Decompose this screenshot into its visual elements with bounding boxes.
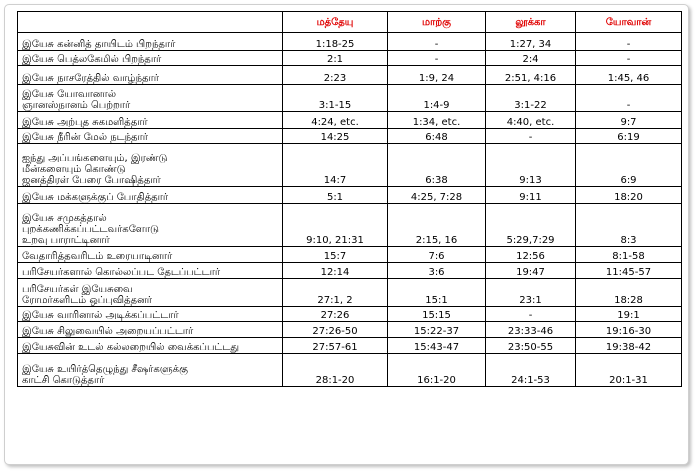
event-text-line: இயேசு கன்னித் தாயிடம் பிறந்தார்: [22, 39, 176, 50]
event-cell: [18, 322, 283, 338]
luke-ref: 12:56: [486, 247, 576, 263]
event-column-header: [18, 12, 283, 33]
table-row: [18, 263, 682, 279]
mark-ref: 3:6: [388, 263, 486, 279]
header-row: [18, 12, 682, 33]
luke-ref: 1:27, 34: [486, 33, 576, 51]
event-text-line: புறக்கணிக்கப்பட்டவர்களோடு: [22, 224, 159, 235]
luke-ref: 9:11: [486, 187, 576, 204]
mark-ref: 1:34, etc.: [388, 112, 486, 129]
john-ref: 9:7: [576, 112, 682, 129]
table-row: [18, 66, 682, 85]
event-text-line: பரிசேயர்கள் இயேசுவை: [22, 284, 133, 295]
event-text-line: இயேசு அற்புத சுகமளித்தார்: [22, 117, 148, 128]
event-text-line: இயேசு உயிர்த்தெழுந்து சீஷர்களுக்கு: [22, 364, 188, 375]
luke-ref: 2:51, 4:16: [486, 66, 576, 85]
event-text-line: இயேசு வாரினால் அடிக்கப்பட்டார்: [22, 310, 179, 321]
table-row: [18, 85, 682, 112]
event-text-line: இயேசு சிலுவையில் அறையப்பட்டார்: [22, 326, 194, 337]
table-row: [18, 354, 682, 387]
luke-ref: 23:33-46: [486, 322, 576, 338]
luke-ref: 23:50-55: [486, 338, 576, 354]
event-text-line: ஜனத்திரள் பேரை போஷித்தார்: [22, 175, 161, 186]
matthew-ref: 4:24, etc.: [283, 112, 388, 129]
matthew-ref: 27:1, 2: [283, 279, 388, 307]
mark-ref: 6:38: [388, 144, 486, 187]
matthew-column-header: மத்தேயு: [283, 12, 388, 33]
john-ref: 19:16-30: [576, 322, 682, 338]
event-text-line: காட்சி கொடுத்தார்: [22, 375, 105, 386]
john-ref: 19:1: [576, 307, 682, 322]
mark-ref: 4:25, 7:28: [388, 187, 486, 204]
table-row: [18, 187, 682, 204]
mark-ref: -: [388, 33, 486, 51]
matthew-ref: 2:1: [283, 51, 388, 66]
luke-ref: 9:13: [486, 144, 576, 187]
event-cell: [18, 33, 283, 51]
luke-ref: 19:47: [486, 263, 576, 279]
luke-ref: 24:1-53: [486, 354, 576, 387]
event-text-line: இயேசு யோவானால்: [22, 89, 117, 100]
event-text-line: இயேசு நீரின் மேல் நடந்தார்: [22, 132, 148, 143]
gospel-comparison-table: [17, 11, 682, 387]
table-row: [18, 51, 682, 66]
mark-ref: 1:9, 24: [388, 66, 486, 85]
event-text-line: இயேசு நாசரேத்தில் வாழ்ந்தார்: [22, 73, 159, 84]
matthew-ref: 12:14: [283, 263, 388, 279]
table-row: [18, 338, 682, 354]
matthew-ref: 5:1: [283, 187, 388, 204]
matthew-ref: 14:25: [283, 129, 388, 144]
matthew-ref: 28:1-20: [283, 354, 388, 387]
mark-column-header: மாற்கு: [388, 12, 486, 33]
mark-ref: 15:22-37: [388, 322, 486, 338]
table-row: [18, 279, 682, 307]
event-cell: [18, 187, 283, 204]
mark-ref: -: [388, 51, 486, 66]
event-cell: [18, 263, 283, 279]
matthew-ref: 1:18-25: [283, 33, 388, 51]
table-row: [18, 322, 682, 338]
event-text-line: இயேசுவின் உடல் கல்லறையில் வைக்கப்பட்டது: [22, 342, 239, 353]
luke-ref: 4:40, etc.: [486, 112, 576, 129]
john-ref: 11:45-57: [576, 263, 682, 279]
john-ref: 19:38-42: [576, 338, 682, 354]
matthew-ref: 27:26: [283, 307, 388, 322]
matthew-ref: 9:10, 21:31: [283, 204, 388, 247]
table-row: [18, 129, 682, 144]
john-ref: 8:1-58: [576, 247, 682, 263]
table-row: [18, 33, 682, 51]
luke-ref: 5:29,7:29: [486, 204, 576, 247]
event-text-line: ஞானஸ்நானம் பெற்றார்: [22, 100, 131, 111]
event-cell: [18, 279, 283, 307]
table-row: [18, 204, 682, 247]
table-row: [18, 144, 682, 187]
john-ref: 18:28: [576, 279, 682, 307]
mark-ref: 2:15, 16: [388, 204, 486, 247]
event-text-line: உறவு பாராட்டினார்: [22, 235, 110, 246]
john-ref: -: [576, 85, 682, 112]
john-ref: 6:19: [576, 129, 682, 144]
table-row: [18, 112, 682, 129]
mark-ref: 7:6: [388, 247, 486, 263]
table-body: [18, 33, 682, 387]
mark-ref: 1:4-9: [388, 85, 486, 112]
matthew-ref: 15:7: [283, 247, 388, 263]
john-ref: -: [576, 51, 682, 66]
event-cell: [18, 129, 283, 144]
table-row: [18, 247, 682, 263]
luke-ref: -: [486, 129, 576, 144]
john-ref: -: [576, 33, 682, 51]
event-text-line: இயேசு பெத்லகேமில் பிறந்தார்: [22, 54, 162, 65]
mark-ref: 15:43-47: [388, 338, 486, 354]
event-cell: [18, 85, 283, 112]
luke-column-header: லூக்கா: [486, 12, 576, 33]
event-cell: [18, 338, 283, 354]
event-text-line: ரோமர்களிடம் ஒப்புவித்தனர்: [22, 295, 152, 306]
event-cell: [18, 144, 283, 187]
john-ref: 1:45, 46: [576, 66, 682, 85]
john-column-header: யோவான்: [576, 12, 682, 33]
event-cell: [18, 307, 283, 322]
event-text-line: பரிசேயர்களால் கொல்லப்பட தேடப்பட்டார்: [22, 267, 221, 278]
event-cell: [18, 112, 283, 129]
table-row: [18, 307, 682, 322]
event-cell: [18, 354, 283, 387]
luke-ref: -: [486, 307, 576, 322]
john-ref: 20:1-31: [576, 354, 682, 387]
event-cell: [18, 247, 283, 263]
matthew-ref: 3:1-15: [283, 85, 388, 112]
mark-ref: 6:48: [388, 129, 486, 144]
john-ref: 6:9: [576, 144, 682, 187]
event-cell: [18, 204, 283, 247]
event-cell: [18, 66, 283, 85]
matthew-ref: 27:26-50: [283, 322, 388, 338]
event-cell: [18, 51, 283, 66]
matthew-ref: 2:23: [283, 66, 388, 85]
luke-ref: 2:4: [486, 51, 576, 66]
luke-ref: 23:1: [486, 279, 576, 307]
mark-ref: 15:15: [388, 307, 486, 322]
event-text-line: இயேசு மக்களுக்குப் போதித்தார்: [22, 192, 169, 203]
mark-ref: 16:1-20: [388, 354, 486, 387]
matthew-ref: 14:7: [283, 144, 388, 187]
matthew-ref: 27:57-61: [283, 338, 388, 354]
event-text-line: இயேசு சமுகத்தால்: [22, 213, 107, 224]
event-text-line: ஐந்து அப்பங்களையும், இரண்டு: [22, 153, 168, 164]
john-ref: 8:3: [576, 204, 682, 247]
luke-ref: 3:1-22: [486, 85, 576, 112]
mark-ref: 15:1: [388, 279, 486, 307]
event-text-line: மீன்களையும் கொண்டு: [22, 164, 126, 175]
event-text-line: வேதாரித்தவரிடம் உரையாடினார்: [22, 251, 173, 262]
john-ref: 18:20: [576, 187, 682, 204]
